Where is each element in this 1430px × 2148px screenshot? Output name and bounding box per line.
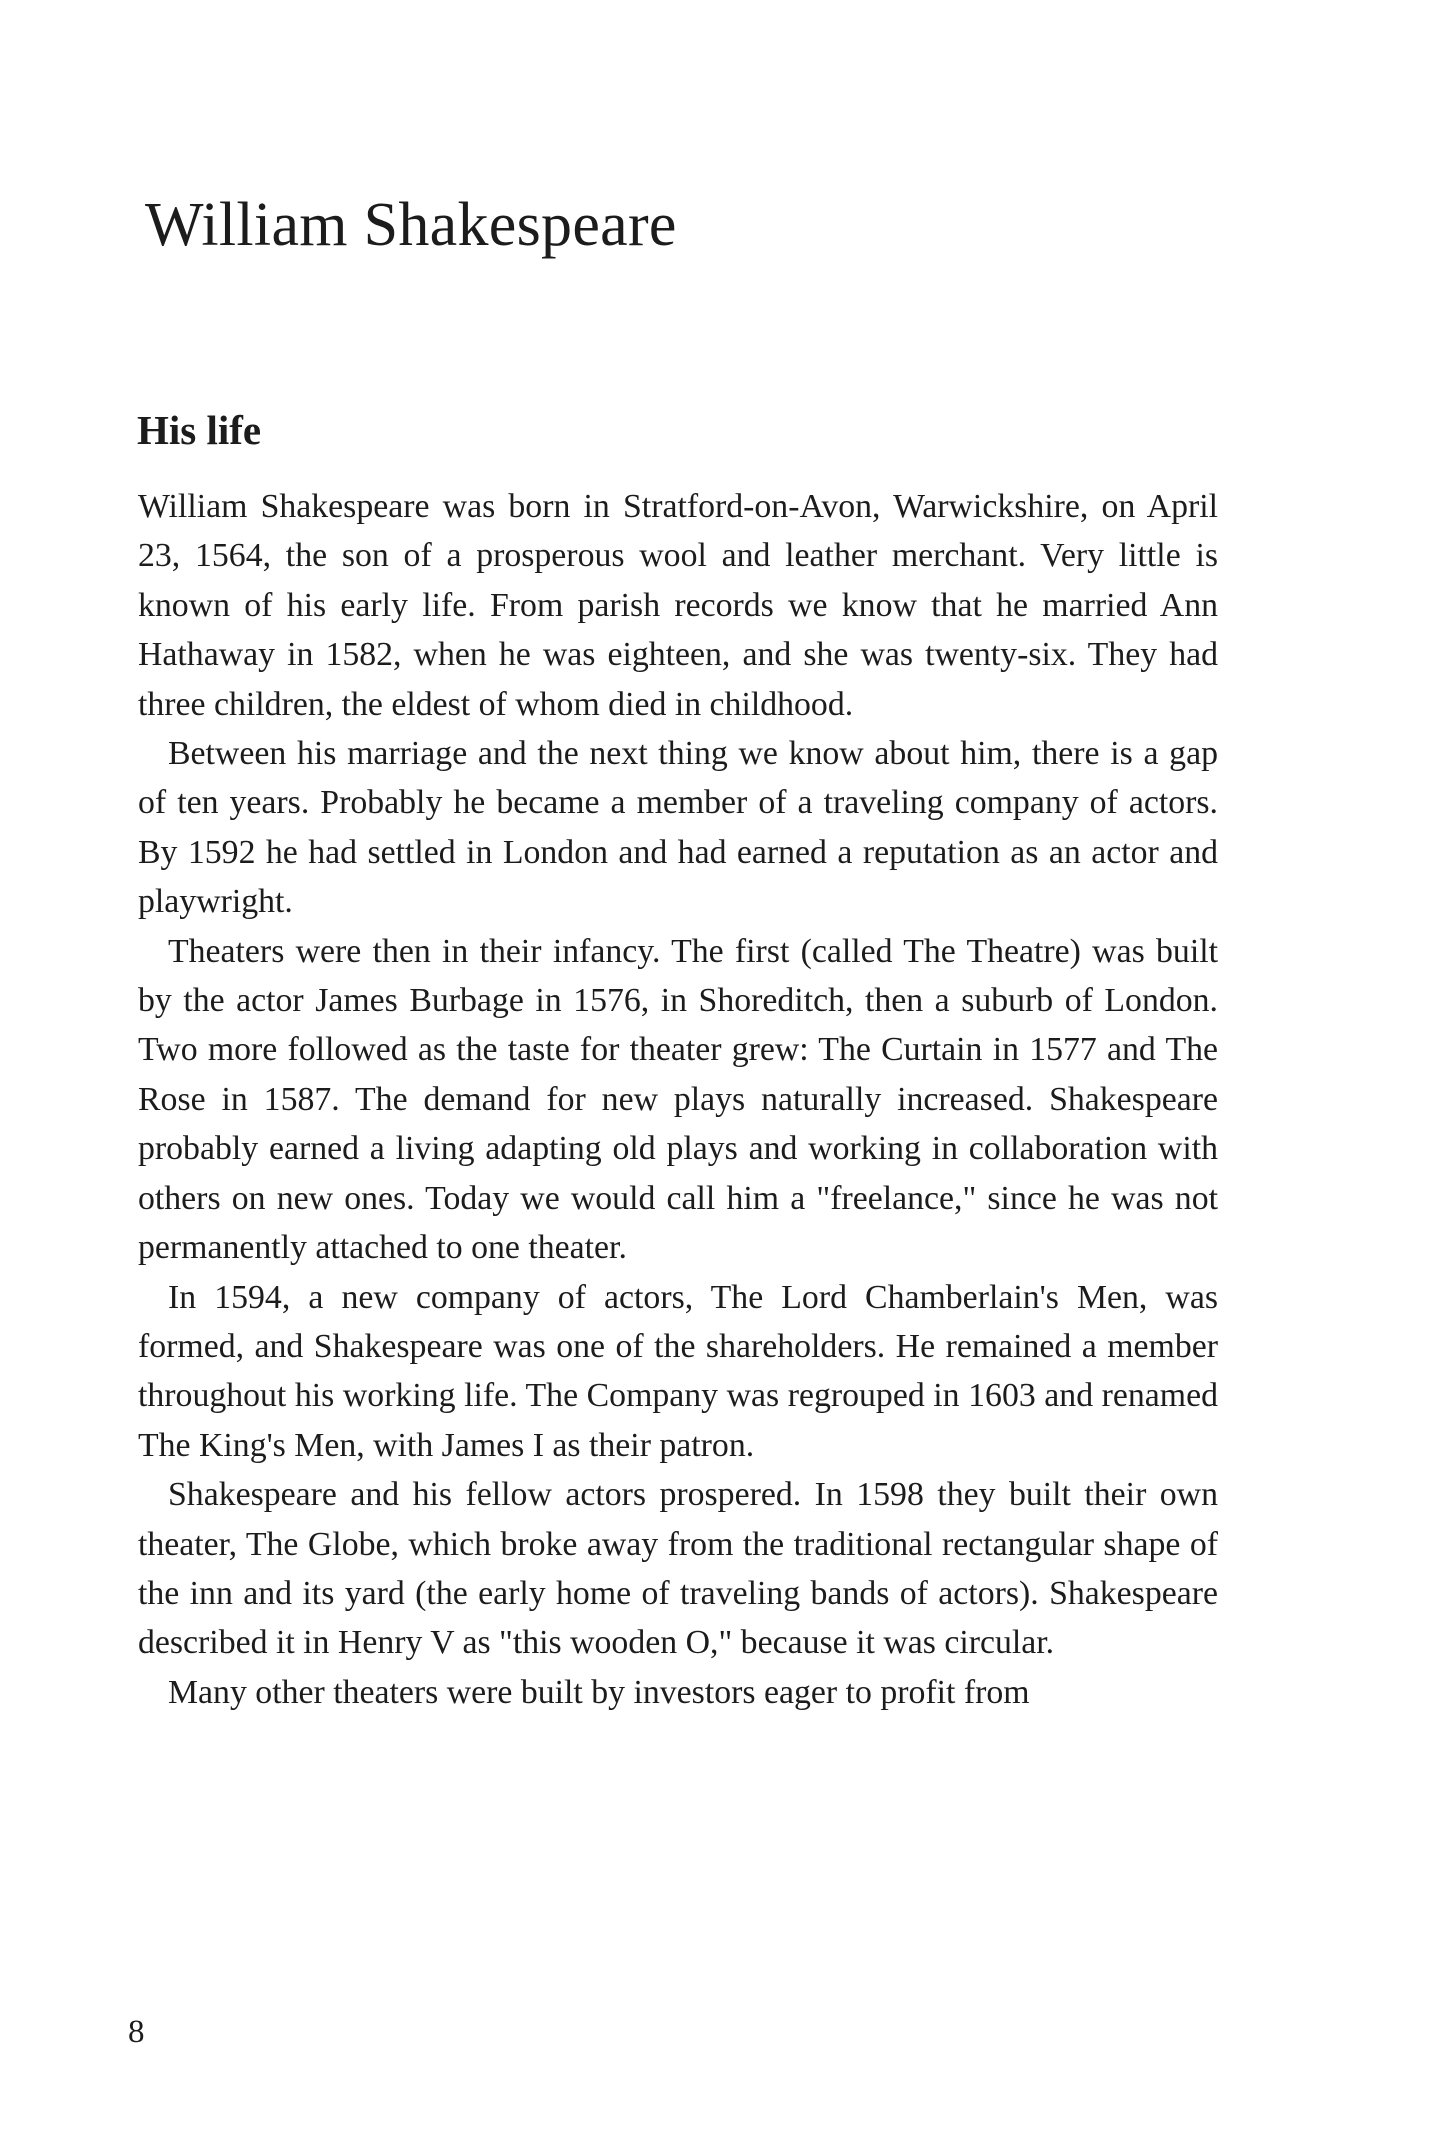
paragraph: Between his marriage and the next thing we know about him, there is a gap of ten years. Probably he became a member of a traveling company of actors. By 1592 he had settled in London and had earned a reputation as an actor and playwright. — [138, 735, 1218, 921]
paragraph: Theaters were then in their infancy. The first (called The Theatre) was built by the actor James Burbage in 1576, in Shoreditch, then a suburb of London. Two more followed as the taste for theater grew: The Curtain in 1577 and The Rose in 1587. The demand for new plays naturally increased. Shakespeare probably earned a living adapting old plays and working in collaboration with others on new ones. Today we would call him a "freelance," since he was not permanently attached to one theater. — [138, 932, 1218, 1267]
paragraph: Shakespeare and his fellow actors prospered. In 1598 they built their own theater, The Globe, which broke away from the traditional rectangular shape of the inn and its yard (the early home of traveling bands of actors). Shakespeare described it in Henry V as "this wooden O," because it was circular. — [138, 1476, 1218, 1662]
paragraph: Many other theaters were built by investors eager to profit from — [168, 1673, 1030, 1711]
section-heading: His life — [137, 407, 262, 453]
paragraph: In 1594, a new company of actors, The Lord Chamberlain's Men, was formed, and Shakespeare was one of the shareholders. He remained a member throughout his working life. The Company was regrouped in 1603 and renamed The King's Men, with James I as their patron. — [138, 1278, 1218, 1464]
body-text — [138, 482, 1218, 1717]
page-title: William Shakespeare — [145, 191, 677, 259]
page-number: 8 — [128, 2014, 145, 2050]
paragraph: William Shakespeare was born in Stratford-on-Avon, Warwickshire, on April 23, 1564, the son of a prosperous wool and leather merchant. Very little is known of his early life. From parish records we know that he married Ann Hathaway in 1582, when he was eighteen, and she was twenty-six. They had three children, the eldest of whom died in childhood. — [138, 488, 1218, 723]
